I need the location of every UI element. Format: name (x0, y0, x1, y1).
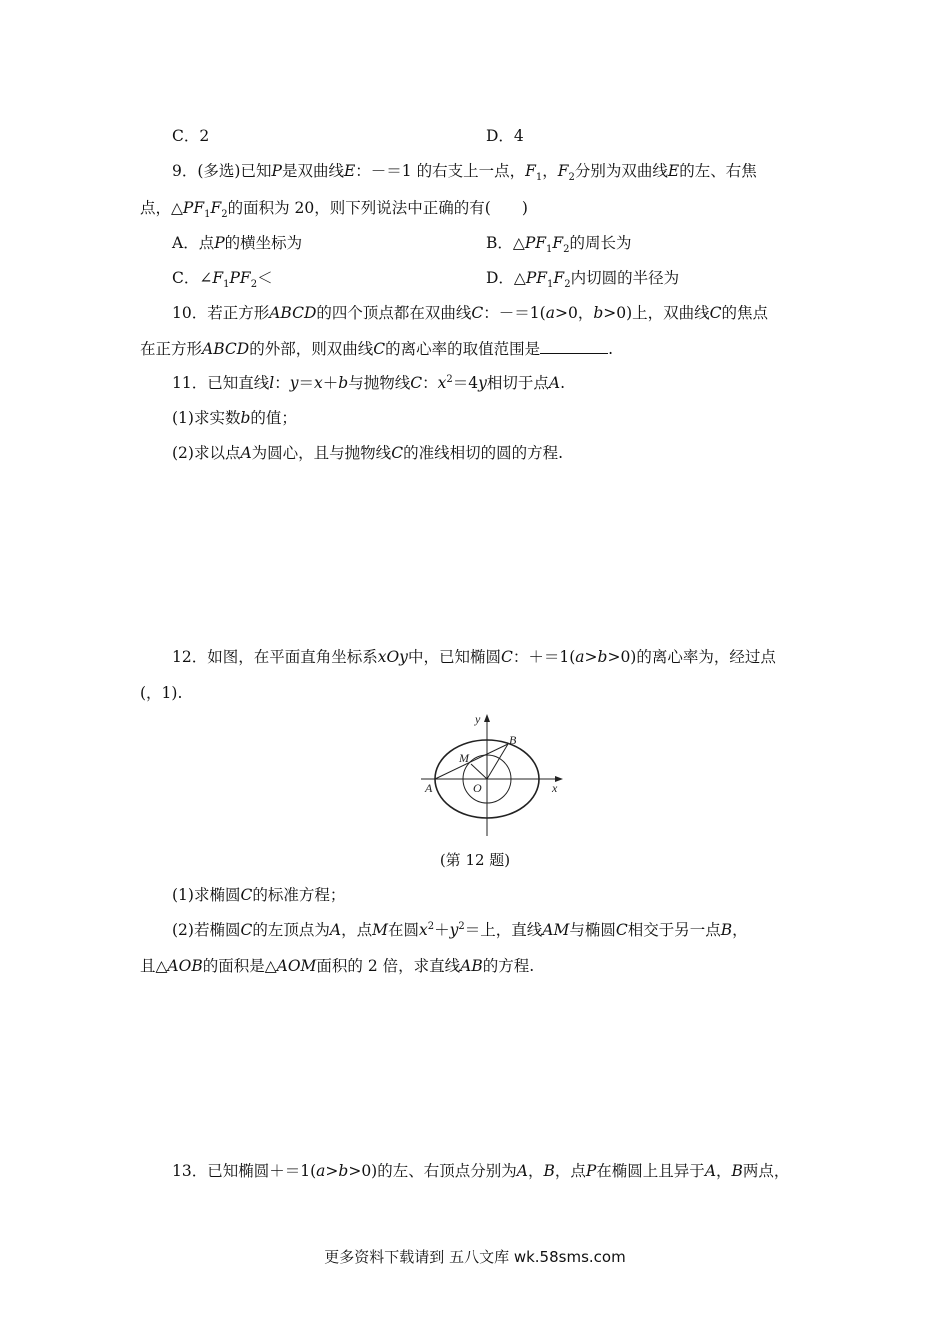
label-m: M (459, 751, 469, 765)
label-y: y (475, 712, 481, 726)
q9-option-c: C．$\angle F_1PF_2<$ (172, 269, 273, 291)
q13-line-1: 13．已知椭圆＋＝1(a>b>0)的左、右顶点分别为A，B，点P在椭圆上且异于A，B两点， (172, 1162, 790, 1180)
answer-blank (540, 339, 608, 354)
label-a: A (425, 781, 433, 795)
q10-line-2: 在正方形ABCD的外部，则双曲线C的离心率的取值范围是 . (140, 340, 614, 358)
ellipse-figure (405, 706, 575, 840)
q12-line-3: 且△AOB的面积是△AOM面积的 2 倍，求直线AB的方程. (140, 957, 535, 975)
footer-source: 更多资料下载请到 五八文库 wk.58sms.com (324, 1248, 626, 1266)
y-axis-arrow (484, 714, 490, 722)
segment-om (471, 764, 487, 779)
label-b: B (509, 733, 517, 747)
q12-line-1: 12．如图，在平面直角坐标系xOy中，已知椭圆C：＋＝1(a>b>0)的离心率为，经过点 (172, 648, 776, 666)
q11-part-1: (1)求实数b的值； (172, 409, 297, 427)
q8-option-d: D．4 (486, 127, 524, 145)
q9-line-2: 点，$\triangle PF_1F_2$的面积为 20，则下列说法中正确的有( ) (140, 199, 528, 221)
label-o: O (473, 781, 482, 795)
q9-option-a: A．点P的横坐标为 (172, 234, 303, 252)
q12-part-1: (1)求椭圆C的标准方程； (172, 886, 346, 904)
figure-caption: (第 12 题) (439, 851, 511, 869)
q11-part-2: (2)求以点A为圆心，且与抛物线C的准线相切的圆的方程. (172, 444, 563, 462)
q11-line-1: 11．已知直线l：y＝x＋b与抛物线C：$x^2=4y$相切于点A. (172, 373, 566, 392)
q9-option-b: B．$\triangle PF_1F_2$的周长为 (486, 234, 632, 256)
label-x: x (552, 781, 558, 795)
q9-line-1: 9．(多选)已知P是双曲线E：－＝1 的右支上一点，$F_1$，$F_2$分别为双曲线E的左、右焦 (172, 162, 757, 184)
q10-line-1: 10．若正方形ABCD的四个顶点都在双曲线C：－＝1(a>0，b>0)上，双曲线C的焦点 (172, 304, 769, 322)
q9-option-d: D．$\triangle PF_1F_2$内切圆的半径为 (486, 269, 680, 291)
q12-line-2: (，1). (140, 684, 183, 702)
q12-part-2: (2)若椭圆C的左顶点为A，点M在圆$x^2+y^2=$上，直线AM与椭圆C相交于另一点B， (172, 920, 748, 939)
q8-option-c: C．2 (172, 127, 210, 145)
